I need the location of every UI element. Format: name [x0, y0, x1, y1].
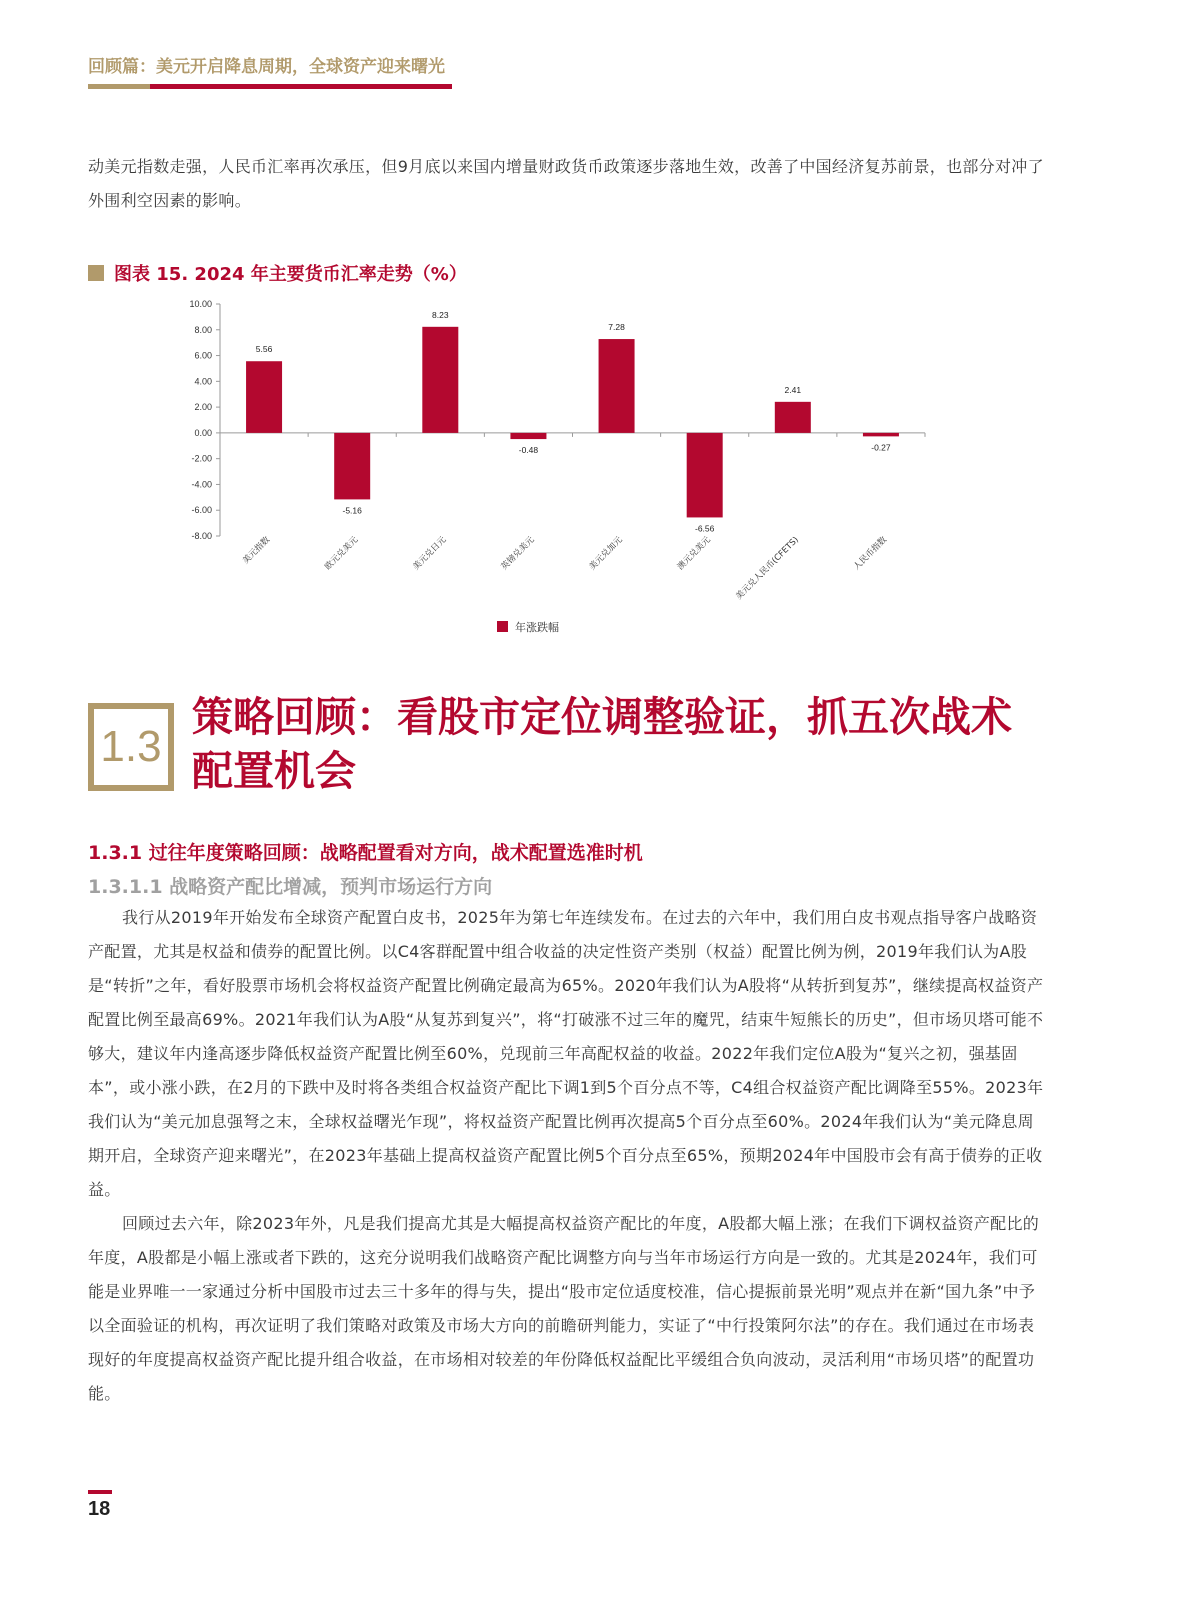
- y-tick-label: 10.00: [189, 299, 212, 309]
- body-paragraph-2: 回顾过去六年，除2023年外，凡是我们提高尤其是大幅提高权益资产配比的年度，A股都大幅上涨；在我们下调权益资产配比的年度，A股都是小幅上涨或者下跌的，这充分说明我们战略资产配比调整方向与当年市场运行方向是一致的。尤其是2024年，我们可能是业界唯一一家通过分析中国股市过去三十多年的得与失，提出“股市定位适度校准，信心提振前景光明”观点并在新“国九条”中予以全面验证的机构，再次证明了我们策略对政策及市场大方向的前瞻研判能力，实证了“中行投策阿尔法”的存在。我们通过在市场表现好的年度提高权益资产配比提升组合收益，在市场相对较差的年份降低权益配比平缓组合负向波动，灵活利用“市场贝塔”的配置功能。: [88, 1214, 1040, 1403]
- y-tick-label: 4.00: [194, 376, 212, 387]
- section-number-box: [88, 703, 174, 791]
- intro-paragraph: [88, 150, 1048, 218]
- category-label: 欧元兑美元: [323, 535, 361, 573]
- intro-text: 动美元指数走强，人民币汇率再次承压，但9月底以来国内增量财政货币政策逐步落地生效，改善了中国经济复苏前景，也部分对冲了外围利空因素的影响。: [88, 157, 1044, 210]
- y-tick-label: 8.00: [194, 324, 212, 335]
- y-tick-label: 2.00: [194, 402, 212, 413]
- category-label: 美元指数: [241, 535, 273, 567]
- body-text: [88, 901, 1048, 1411]
- category-label: 美元兑人民币(CFETS): [734, 535, 801, 602]
- figure-title: [88, 260, 467, 286]
- header-divider-gold: [88, 84, 150, 89]
- subsection-heading: 1.3.1 过往年度策略回顾：战略配置看对方向，战术配置选准时机: [88, 842, 643, 864]
- body-paragraph-1: 我行从2019年开始发布全球资产配置白皮书，2025年为第七年连续发布。在过去的六年中，我们用白皮书观点指导客户战略资产配置，尤其是权益和债券的配置比例。以C4客群配置中组合收益的决定性资产类别（权益）配置比例为例，2019年我们认为A股是“转折”之年，看好股票市场机会将权益资产配置比例确定最高为65%。2020年我们认为A股将“从转折到复苏”，继续提高权益资产配置比例至最高69%。2021年我们认为A股“从复苏到复兴”，将“打破涨不过三年的魔咒，结束牛短熊长的历史”，但市场贝塔可能不够大，建议年内逢高逐步降低权益资产配置比例至60%，兑现前三年高配权益的收益。2022年我们定位A股为“复兴之初，强基固本”，或小涨小跌，在2月的下跌中及时将各类组合权益资产配比下调1到5个百分点不等，C4组合权益资产配比调降至55%。2023年我们认为“美元加息强弩之末，全球权益曙光乍现”，将权益资产配置比例再次提高5个百分点至60%。2024年我们认为“美元降息周期开启，全球资产迎来曙光”，在2023年基础上提高权益资产配置比例5个百分点至65%，预期2024年中国股市会有高于债券的正收益。: [88, 908, 1044, 1199]
- figure-title-text: 图表 15. 2024 年主要货币汇率走势（%）: [114, 264, 467, 285]
- y-tick-label: -6.00: [191, 505, 212, 516]
- data-label: -0.48: [518, 445, 539, 456]
- data-label: 5.56: [255, 344, 273, 355]
- header-divider-red: [150, 84, 452, 89]
- bar: [422, 327, 458, 433]
- subsubsection-heading: 1.3.1.1 战略资产配比增减，预判市场运行方向: [88, 876, 493, 898]
- y-tick-label: 6.00: [194, 350, 212, 361]
- bar: [599, 339, 635, 433]
- page-number-marker: [88, 1490, 112, 1494]
- data-label: -6.56: [695, 523, 715, 534]
- header-title: 回顾篇：美元开启降息周期，全球资产迎来曙光: [88, 57, 445, 77]
- category-label: 澳元兑美元: [675, 535, 713, 573]
- section-title: 策略回顾：看股市定位调整验证，抓五次战术配置机会: [192, 693, 1012, 795]
- legend-swatch: [497, 621, 508, 632]
- category-label: 美元兑加元: [587, 535, 625, 573]
- data-label: 2.41: [784, 384, 802, 395]
- data-label: -5.16: [342, 505, 362, 516]
- exchange-rate-bar-chart: [170, 290, 960, 650]
- category-label: 人民币指数: [851, 535, 890, 573]
- bar: [687, 433, 723, 518]
- data-label: 7.28: [608, 322, 625, 333]
- y-tick-label: -4.00: [191, 479, 212, 490]
- y-tick-label: 0.00: [194, 427, 212, 438]
- category-label: 美元兑日元: [411, 535, 449, 573]
- data-label: -0.27: [871, 442, 891, 453]
- bar: [775, 402, 811, 433]
- figure-marker-icon: [88, 265, 104, 281]
- bar: [510, 433, 546, 439]
- legend-label: 年涨跌幅: [515, 621, 559, 634]
- page-number: 18: [88, 1498, 111, 1520]
- y-tick-label: -8.00: [191, 531, 212, 541]
- data-label: 8.23: [432, 309, 449, 320]
- bar: [246, 361, 282, 433]
- bar: [334, 433, 370, 500]
- category-label: 英镑兑美元: [499, 535, 537, 573]
- section-number: 1.3: [100, 722, 162, 771]
- y-tick-label: -2.00: [191, 453, 212, 464]
- bar: [863, 433, 899, 436]
